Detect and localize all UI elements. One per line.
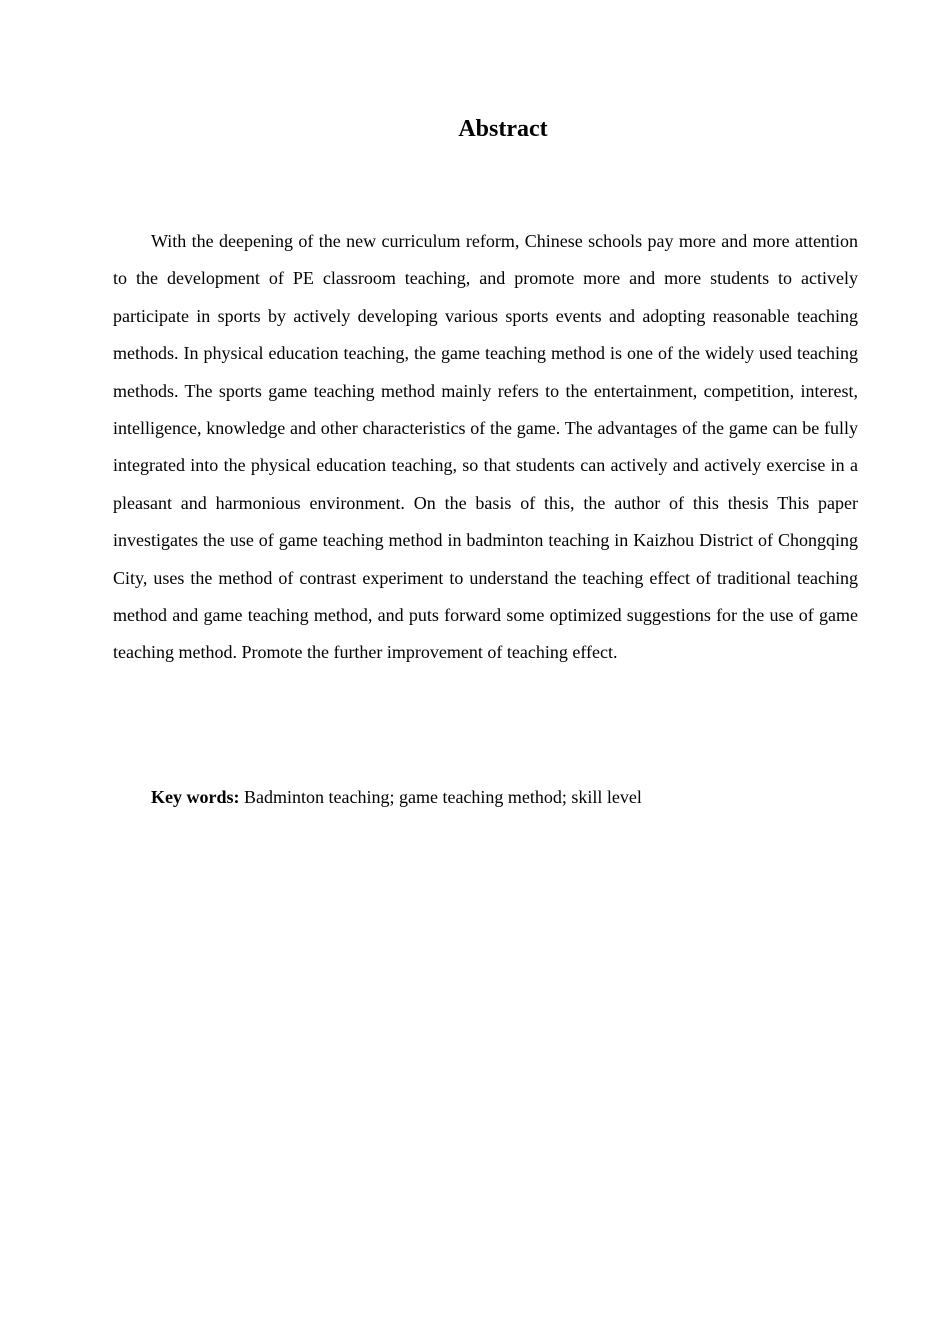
abstract-paragraph: With the deepening of the new curriculum reform, Chinese schools pay more and more attention to the development of PE classroom teaching, and promote more and more students to actively participate in sports by actively developing various sports events and adopting reasonable teaching methods. In physical education teaching, the game teaching method is one of the widely used teaching methods. The sports game teaching method mainly refers to the entertainment, competition, interest, intelligence, knowledge and other characteristics of the game. The advantages of the game can be fully integrated into the physical education teaching, so that students can actively and actively exercise in a pleasant and harmonious environment. On the basis of this, the author of this thesis This paper investigates the use of game teaching method in badminton teaching in Kaizhou District of Chongqing City, uses the method of contrast experiment to understand the teaching effect of traditional teaching method and game teaching method, and puts forward some optimized suggestions for the use of game teaching method. Promote the further improvement of teaching effect. (113, 231, 858, 663)
keywords-label: Key words: (151, 787, 240, 807)
keywords-line (151, 782, 858, 812)
page-title: Abstract (458, 116, 548, 142)
keywords-text: Badminton teaching; game teaching method; skill level (244, 787, 642, 807)
